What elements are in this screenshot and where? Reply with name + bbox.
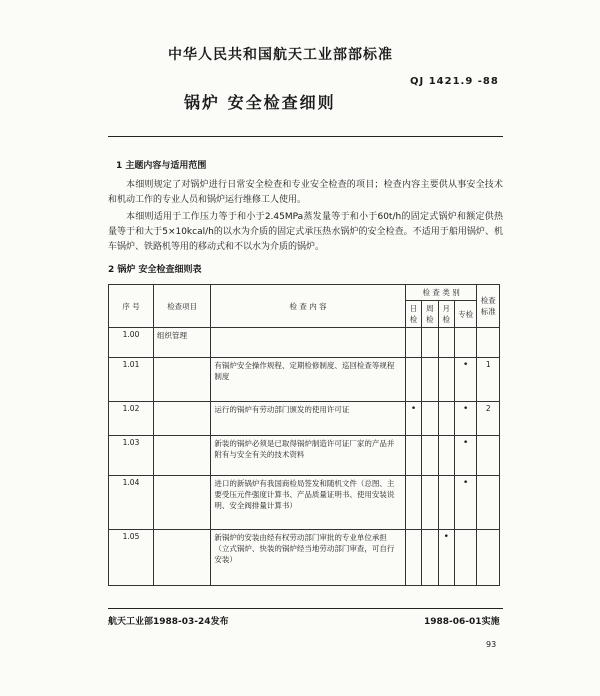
cell-seq: 1.05 <box>109 530 154 586</box>
cell-remark <box>477 436 500 476</box>
cell-weekly <box>422 358 438 402</box>
cell-item <box>154 476 211 530</box>
cell-remark <box>477 530 500 586</box>
cell-seq: 1.02 <box>109 402 154 436</box>
cell-content: 进口的新锅炉有我国商检局签发和随机文件（总图、主要受压元件强度计算书、产品质量证明书、使用安装说明、安全阀排量计算书） <box>211 476 405 530</box>
cell-content: 新装的锅炉必须是已取得锅炉制造许可证厂家的产品并附有与安全有关的技术资料 <box>211 436 405 476</box>
document-number: QJ 1421.9 -88 <box>410 76 499 87</box>
document-title: 锅炉 安全检查细则 <box>184 93 336 112</box>
cell-content: 运行的锅炉有劳动部门颁发的使用许可证 <box>211 402 405 436</box>
cell-monthly <box>438 358 454 402</box>
cell-content <box>211 328 405 358</box>
cell-special: • <box>454 436 477 476</box>
cell-item <box>154 530 211 586</box>
header-content: 检 查 内 容 <box>211 285 405 328</box>
header-item: 检查项目 <box>154 285 211 328</box>
section-1-paragraph-1: 本细则规定了对锅炉进行日常安全检查和专业安全检查的项目；检查内容主要供从事安全技术和机动工作的专业人员和锅炉运行维修工人使用。 <box>108 180 503 205</box>
header-special: 专检 <box>454 301 477 328</box>
cell-seq: 1.03 <box>109 436 154 476</box>
cell-daily: • <box>405 402 421 436</box>
cell-daily <box>405 328 421 358</box>
cell-weekly <box>422 328 438 358</box>
table-row <box>109 530 500 586</box>
header-monthly: 月检 <box>438 301 454 328</box>
issue-date: 航天工业部1988-03-24发布 <box>108 617 229 627</box>
cell-special: • <box>454 402 477 436</box>
cell-monthly <box>438 476 454 530</box>
header-remark: 检查标准 <box>477 285 500 328</box>
cell-remark <box>477 476 500 530</box>
issuing-organization: 中华人民共和国航天工业部部标准 <box>168 47 393 63</box>
cell-remark: 1 <box>477 358 500 402</box>
cell-remark <box>477 328 500 358</box>
cell-monthly <box>438 402 454 436</box>
cell-item <box>154 436 211 476</box>
cell-seq: 1.01 <box>109 358 154 402</box>
cell-special: • <box>454 358 477 402</box>
table-row <box>109 328 500 358</box>
cell-daily <box>405 358 421 402</box>
cell-monthly: • <box>438 530 454 586</box>
cell-weekly <box>422 436 438 476</box>
cell-content: 有锅炉安全操作规程、定期检修制度、巡回检查等规程制度 <box>211 358 405 402</box>
cell-seq: 1.04 <box>109 476 154 530</box>
cell-seq: 1.00 <box>109 328 154 358</box>
section-1-heading: 1 主题内容与适用范围 <box>116 161 207 171</box>
footer-divider <box>108 608 503 609</box>
cell-monthly <box>438 328 454 358</box>
table-row <box>109 402 500 436</box>
cell-item <box>154 402 211 436</box>
section-1-paragraph-2: 本细则适用于工作压力等于和小于2.45MPa蒸发量等于和小于60t/h的固定式锅炉和额定供热量等于和大于5×10kcal/h的以水为介质的固定式承压热水锅炉的安全检查。不适用于船用锅炉、机车锅炉、铁路机等用的移动式和不以水为介质的锅炉。 <box>108 212 503 252</box>
cell-item: 组织管理 <box>154 328 211 358</box>
table-row <box>109 358 500 402</box>
cell-daily <box>405 530 421 586</box>
cell-content: 新锅炉的安装由经有权劳动部门审批的专业单位承担（立式锅炉、快装的锅炉经当地劳动部门审查，可自行安装） <box>211 530 405 586</box>
header-divider <box>108 136 503 137</box>
header-category: 检 查 类 别 <box>405 285 477 301</box>
header-daily: 日检 <box>405 301 421 328</box>
page-number: 93 <box>486 640 497 649</box>
effective-date: 1988-06-01实施 <box>424 617 500 627</box>
header-seq: 序 号 <box>109 285 154 328</box>
cell-item <box>154 358 211 402</box>
section-2-heading: 2 锅炉 安全检查细则表 <box>108 265 202 275</box>
cell-monthly <box>438 436 454 476</box>
cell-special: • <box>454 476 477 530</box>
cell-weekly <box>422 402 438 436</box>
cell-weekly <box>422 476 438 530</box>
cell-daily <box>405 436 421 476</box>
inspection-table <box>108 284 500 586</box>
table-row <box>109 436 500 476</box>
table-row <box>109 476 500 530</box>
cell-special <box>454 328 477 358</box>
cell-daily <box>405 476 421 530</box>
header-weekly: 周检 <box>422 301 438 328</box>
cell-special <box>454 530 477 586</box>
cell-weekly <box>422 530 438 586</box>
cell-remark: 2 <box>477 402 500 436</box>
